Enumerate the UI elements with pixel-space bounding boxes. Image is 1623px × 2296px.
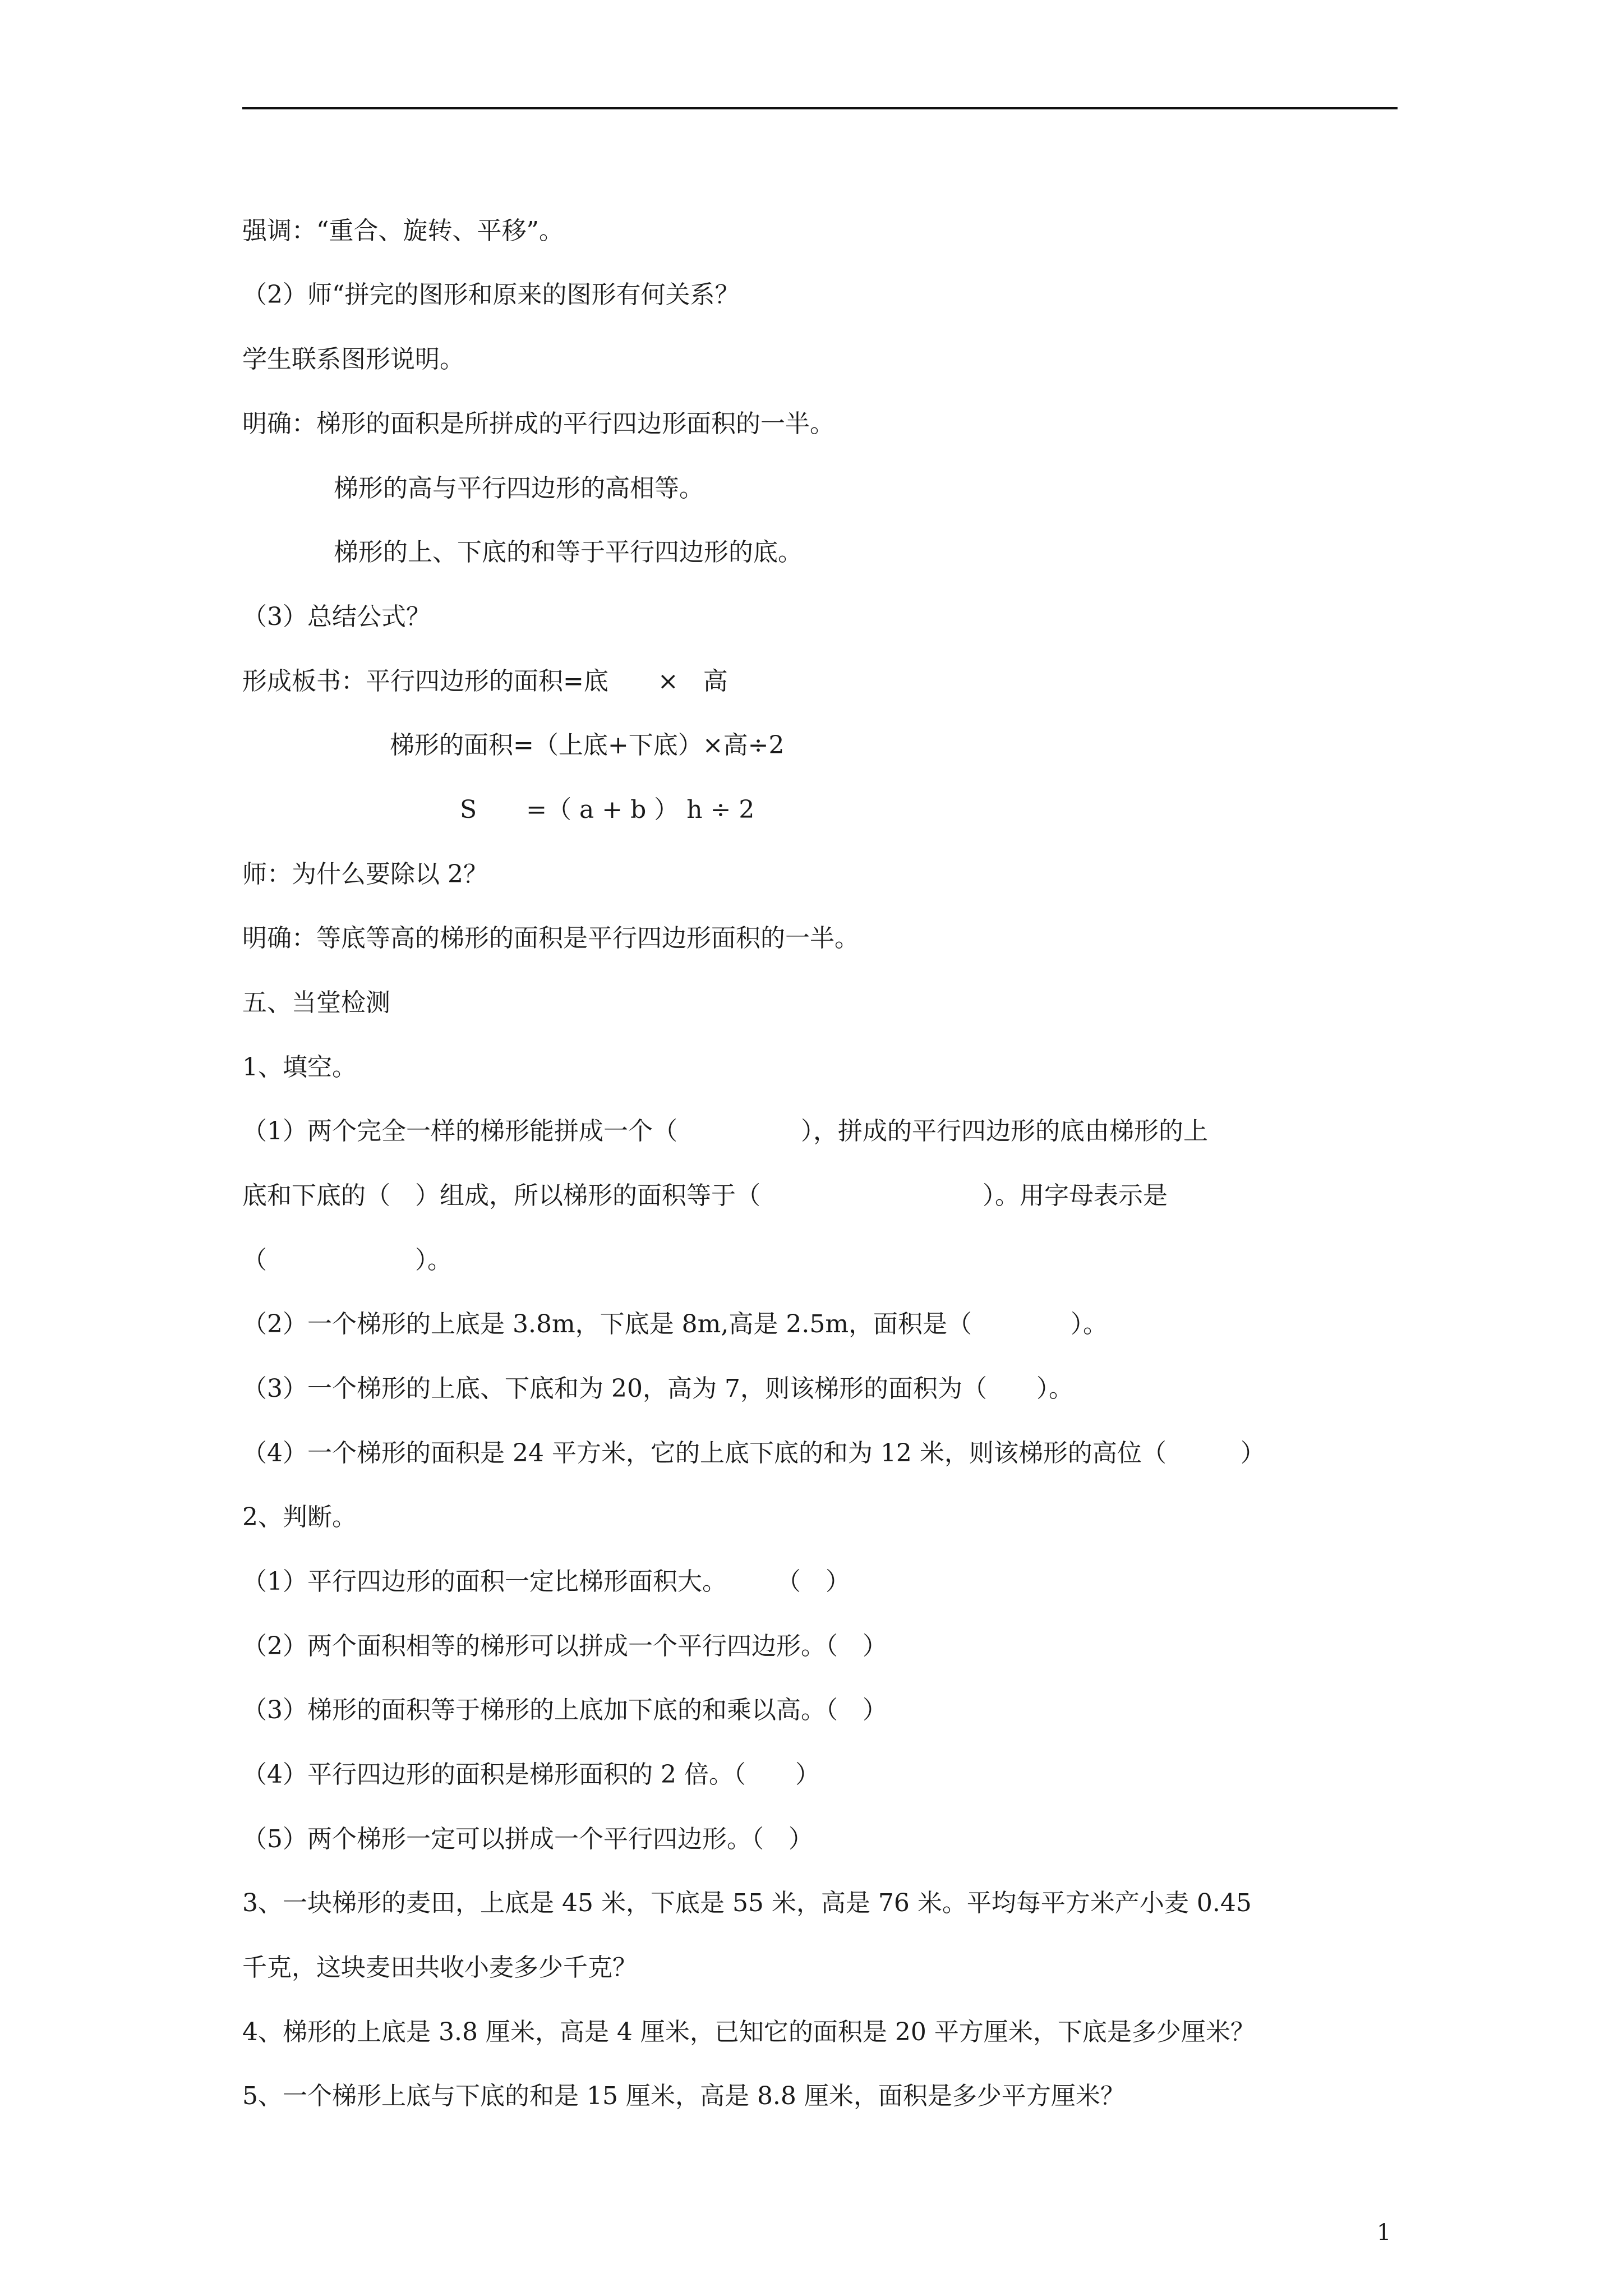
- text-line: 梯形的上、下底的和等于平行四边形的底。: [334, 538, 803, 567]
- question-heading: 2、判断。: [242, 1503, 357, 1531]
- question-item: （5）两个梯形一定可以拼成一个平行四边形。（ ）: [242, 1825, 813, 1853]
- section-heading: 五、当堂检测: [242, 988, 390, 1017]
- question-item: （ ）。: [242, 1246, 452, 1274]
- text-line: 学生联系图形说明。: [242, 345, 464, 374]
- question-item: 千克，这块麦田共收小麦多少千克？: [242, 1953, 637, 1982]
- formula-line: 梯形的面积=（上底+下底）×高÷2: [390, 731, 785, 760]
- text-line: 明确：等底等高的梯形的面积是平行四边形面积的一半。: [242, 924, 859, 953]
- question-item: 底和下底的（ ）组成，所以梯形的面积等于（ ）。用字母表示是: [242, 1181, 1168, 1210]
- text-line: 师：为什么要除以 2？: [242, 860, 488, 889]
- text-line: 强调：“重合、旋转、平移”。: [242, 217, 564, 245]
- question-item: 3、一块梯形的麦田，上底是 45 米，下底是 55 米，高是 76 米。平均每平方米产小麦 0.45: [242, 1889, 1252, 1917]
- text-line: 梯形的高与平行四边形的高相等。: [334, 474, 704, 503]
- question-item: （3）梯形的面积等于梯形的上底加下底的和乘以高。（ ）: [242, 1696, 887, 1724]
- question-item: （4）一个梯形的面积是 24 平方米，它的上底下底的和为 12 米，则该梯形的高位（ ）: [242, 1439, 1265, 1467]
- question-item: （1）平行四边形的面积一定比梯形面积大。 （ ）: [242, 1567, 850, 1596]
- question-item: （3）一个梯形的上底、下底和为 20，高为 7，则该梯形的面积为（ ）。: [242, 1374, 1073, 1403]
- page-number: 1: [1377, 2220, 1391, 2246]
- question-item: 5、一个梯形上底与下底的和是 15 厘米，高是 8.8 厘米，面积是多少平方厘米？: [242, 2082, 1125, 2110]
- text-line: 形成板书：平行四边形的面积=底 × 高: [242, 667, 728, 696]
- question-item: 4、梯形的上底是 3.8 厘米，高是 4 厘米，已知它的面积是 20 平方厘米，下底是多少厘米？: [242, 2018, 1255, 2046]
- question-item: （4）平行四边形的面积是梯形面积的 2 倍。（ ）: [242, 1760, 820, 1789]
- question-heading: 1、填空。: [242, 1053, 357, 1082]
- header-rule: [242, 107, 1398, 109]
- question-item: （2）一个梯形的上底是 3.8m，下底是 8m,高是 2.5m，面积是（ ）。: [242, 1310, 1108, 1338]
- question-item: （2）两个面积相等的梯形可以拼成一个平行四边形。（ ）: [242, 1632, 887, 1660]
- question-item: （1）两个完全一样的梯形能拼成一个（ ），拼成的平行四边形的底由梯形的上: [242, 1117, 1208, 1145]
- formula-line: S =（ a + b ） h ÷ 2: [460, 795, 755, 824]
- text-line: （3）总结公式？: [242, 602, 431, 631]
- text-line: 明确：梯形的面积是所拼成的平行四边形面积的一半。: [242, 409, 834, 438]
- text-line: （2）师“拼完的图形和原来的图形有何关系？: [242, 280, 740, 309]
